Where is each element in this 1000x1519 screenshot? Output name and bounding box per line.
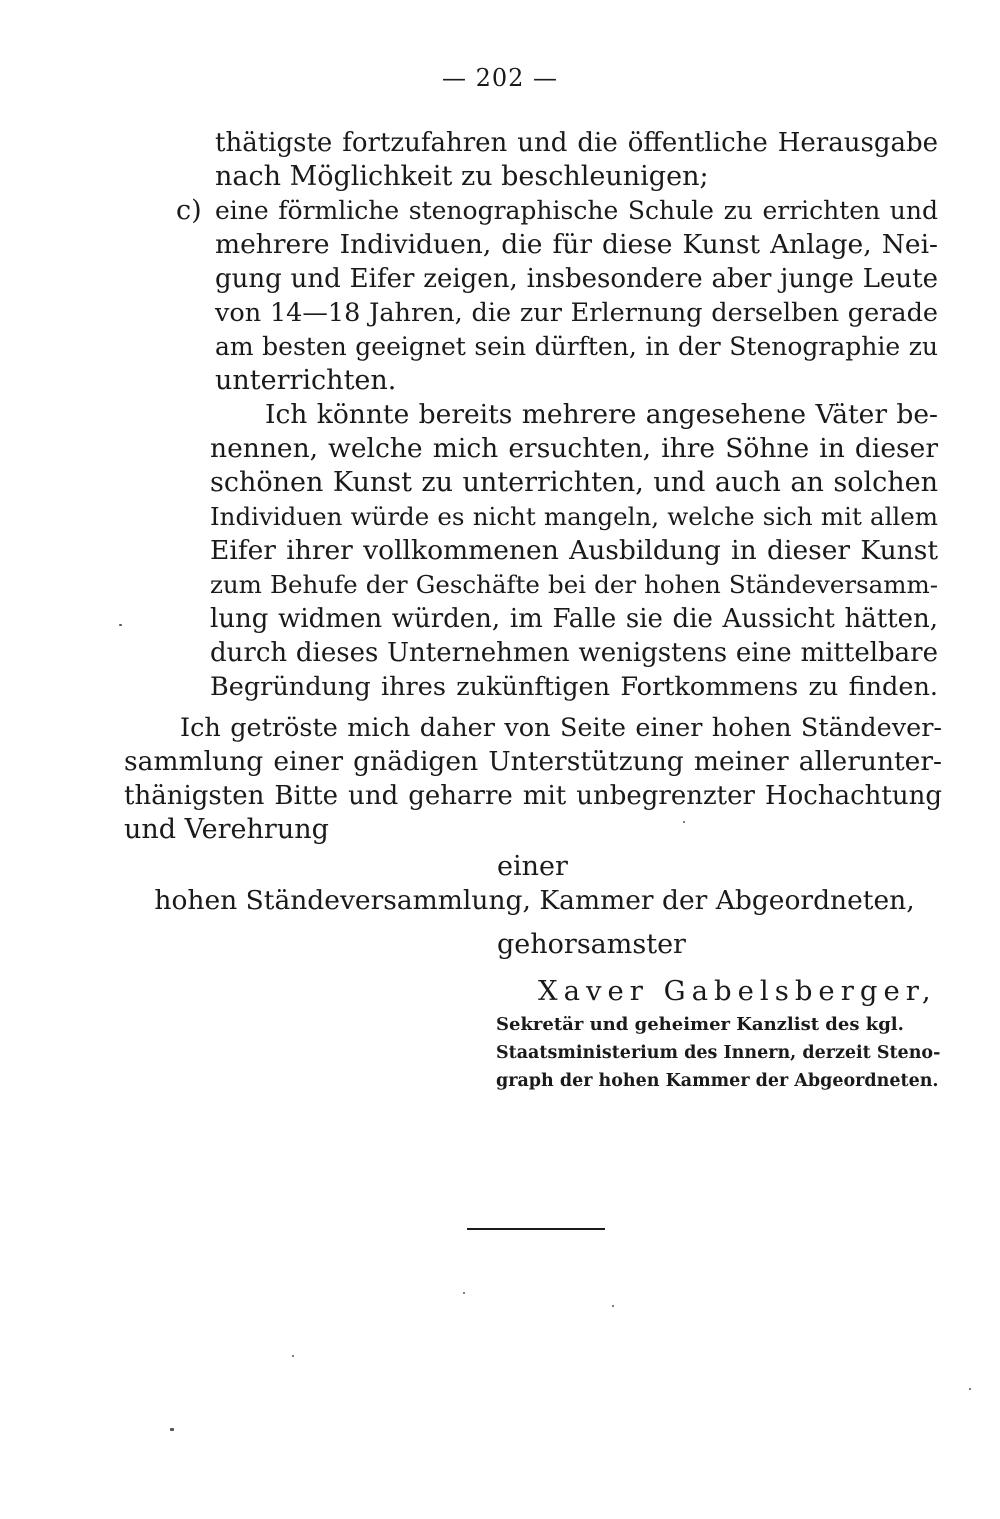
scan-speck: [119, 624, 122, 626]
text-line: Eifer ihrer vollkommenen Ausbildung in dieser Kunst: [210, 535, 938, 566]
closing-einer: einer: [497, 851, 568, 882]
text-line: Ich könnte bereits mehrere angesehene Väter be-: [265, 399, 938, 430]
scan-speck: [612, 1305, 614, 1307]
list-marker-c: c): [176, 195, 202, 226]
closing-addressee: hohen Ständeversammlung, Kammer der Abgeordneten,: [154, 885, 915, 916]
text-line: und Verehrung: [124, 814, 329, 845]
text-line: eine förmliche stenographische Schule zu errichten und: [215, 196, 938, 225]
text-line: thänigsten Bitte und geharre mit unbegrenzter Hochachtung: [124, 781, 942, 811]
scan-speck: [292, 1355, 294, 1357]
text-line: Individuen würde es nicht mangeln, welche sich mit allem: [210, 502, 938, 531]
scan-speck: [463, 1292, 465, 1294]
text-line: am besten geeignet sein dürften, in der Stenographie zu: [215, 332, 938, 361]
scan-speck: [170, 1428, 174, 1431]
text-line: sammlung einer gnädigen Unterstützung meiner allerunter-: [124, 746, 942, 777]
text-line: schönen Kunst zu unterrichten, und auch an solchen: [210, 467, 938, 498]
text-line: von 14—18 Jahren, die zur Erlernung derselben gerade: [215, 298, 938, 328]
signature-title-line: Sekretär und geheimer Kanzlist des kgl.: [496, 1014, 904, 1035]
text-line: Begründung ihres zukünftigen Fortkommens zu finden.: [210, 672, 938, 702]
signature-title-line: graph der hohen Kammer der Abgeordneten.: [496, 1071, 939, 1091]
scan-speck: [969, 1388, 971, 1390]
closing-gehorsamster: gehorsamster: [497, 929, 686, 960]
text-line: Ich getröste mich daher von Seite einer hohen Ständever-: [180, 713, 942, 743]
signature-title-line: Staatsministerium des Innern, derzeit Steno-: [496, 1043, 941, 1063]
text-line: thätigste fortzufahren und die öffentliche Herausgabe: [215, 128, 938, 158]
text-line: zum Behufe der Geschäfte bei der hohen Ständeversamm-: [210, 570, 938, 599]
text-line: lung widmen würden, im Falle sie die Aussicht hätten,: [210, 604, 938, 634]
text-line: durch dieses Unternehmen wenigstens eine mittelbare: [210, 638, 938, 668]
page-number: — 202 —: [441, 64, 559, 92]
text-line: nach Möglichkeit zu beschleunigen;: [215, 161, 709, 192]
text-line: nennen, welche mich ersuchten, ihre Söhne in dieser: [210, 433, 938, 464]
text-line: mehrere Individuen, die für diese Kunst Anlage, Nei-: [215, 229, 938, 260]
scan-speck: [683, 821, 685, 823]
signature-name: Xaver Gabelsberger,: [538, 975, 937, 1007]
section-divider: [467, 1228, 605, 1230]
text-line: unterrichten.: [215, 365, 397, 396]
text-line: gung und Eifer zeigen, insbesondere aber junge Leute: [215, 264, 938, 294]
